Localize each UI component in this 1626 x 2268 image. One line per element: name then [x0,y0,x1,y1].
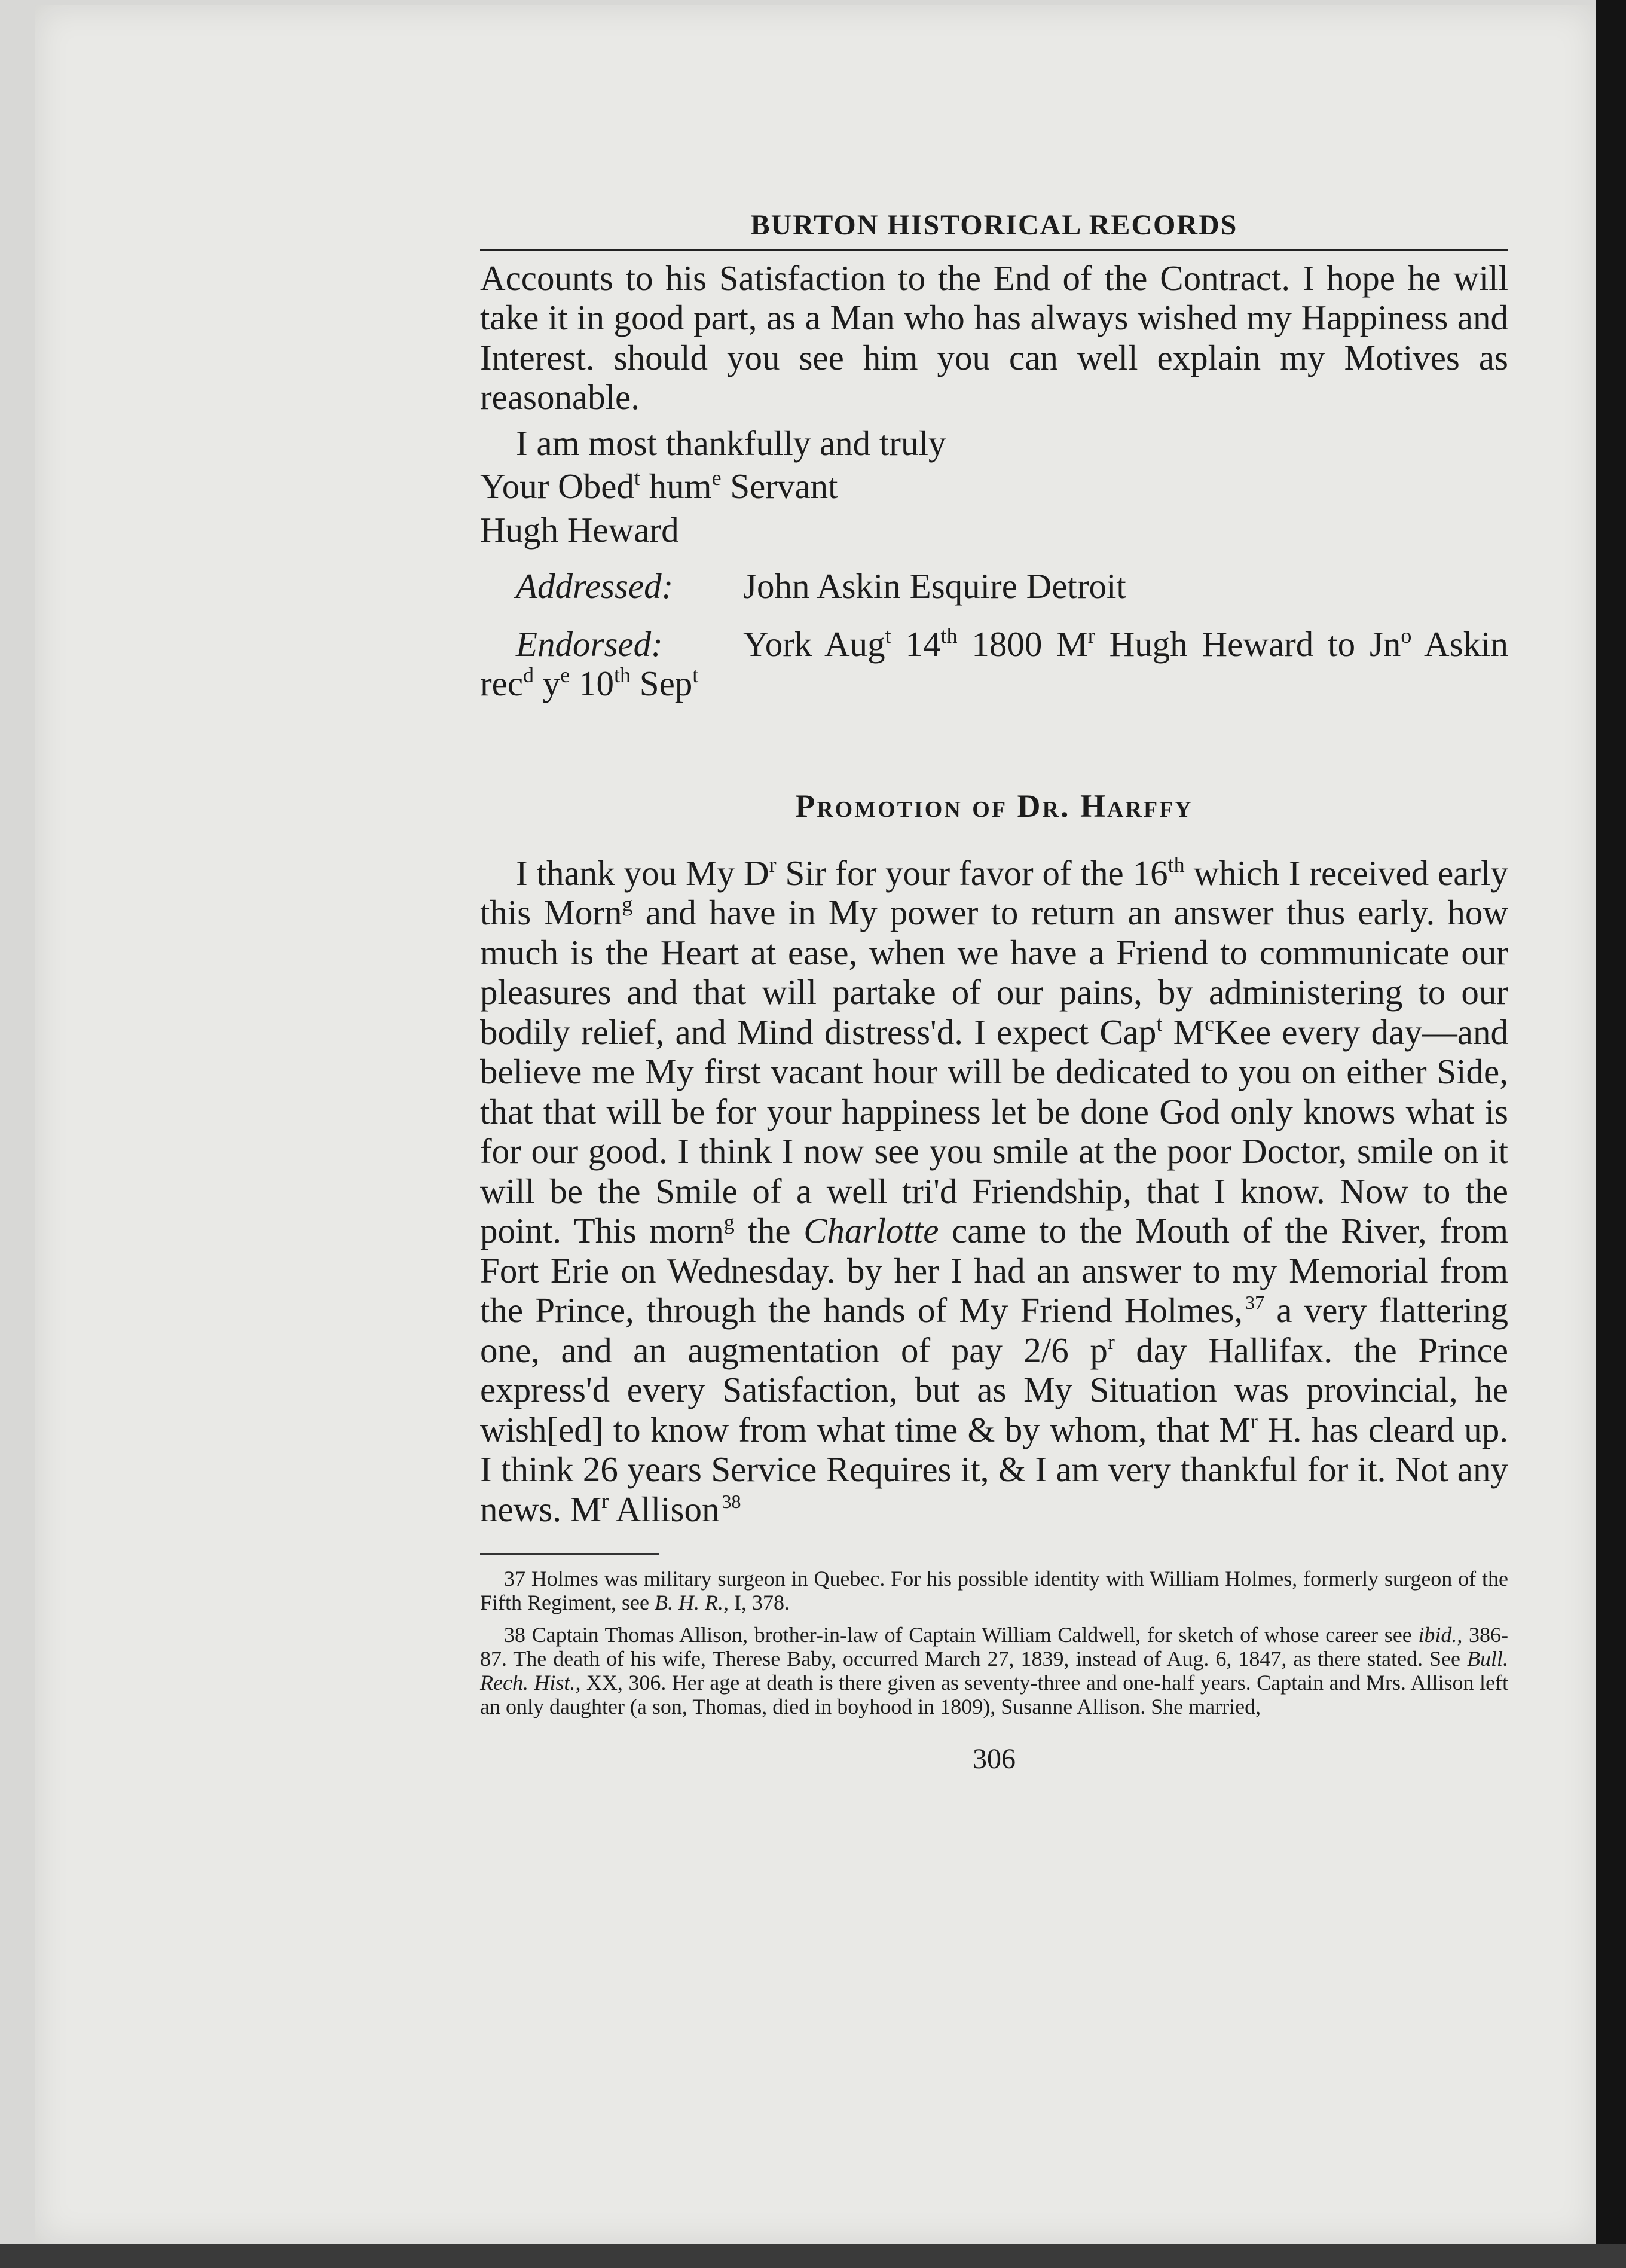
scan-border-right [1596,0,1626,2268]
scan-border-bottom [0,2244,1626,2268]
footnote-divider [480,1553,659,1555]
footnote-ref-38[interactable]: 38 [722,1490,741,1512]
page-number: 306 [973,1743,1016,1775]
letter-1-complimentary-close: Your Obed$^t$ hum$^e$ Servant [480,466,838,506]
letter-1-closing: I am most thankfully and truly [516,423,946,463]
footnote-ref-37[interactable]: 37 [1245,1292,1265,1314]
footnotes [480,1567,1508,1718]
letter-1-endorsed: Endorsed: York Aug$^t$ 14th 1800 $M^r$ Hugh Heward to Jn$^o$ Askin rec$^d$ $y^e$ 10th Sep$^t$ [480,623,1508,704]
ship-name: Charlotte [803,1211,939,1251]
endorsed-label: Endorsed: [516,624,663,664]
letter-2-paragraph: I thank you My $D^r$ Sir for your favor of the 16th which I received early this Morn$^g$ and have in My power to return an answer thus early. how much is the Heart at ease, when we have a Friend to communicate our pleasures and that will partake of our pains, by administering to our bodily relief, and Mind distress'd. I expect Cap$^t$ $M^cKee$ every day—and believe me My first vacant hour will be dedicated to you on either Side, that that will be for your happiness let be done God only knows what is for our good. I think I now see you smile at the poor Doctor, smile on it will be the Smile of a well tri'd Friendship, that I know. Now to the point. This morn$^g$ the Charlotte came to the Mouth of the River, from Fort Erie on Wednesday. by her I had an answer to my Memorial from the Prince, through the hands of My Friend Holmes, $^{37}$ a very flattering one, and an augmentation of pay 2/6 $p^r$ day Hallifax. the Prince express'd every Satisfaction, but as My Situation was provincial, he wish[ed] to know from what time & by whom, that $M^r$ H. has cleard up. I think 26 years Service Requires it, & I am very thankful for it. Not any news. $M^r$ Allison $^{38}$ [480,852,1508,1529]
letter-1-signature: Hugh Heward [480,509,679,550]
footnote-37: 37 Holmes was military surgeon in Quebec. For his possible identity with William Holmes, formerly surgeon of the Fifth Regiment, see B. H. R., I, 378. [480,1567,1508,1615]
addressed-text: John Askin Esquire Detroit [743,566,1126,606]
letter-1-addressed [480,566,1508,606]
footnote-38: 38 Captain Thomas Allison, brother-in-law of Captain William Caldwell, for sketch of whose career see ibid., 386-87. The death of his wife, Therese Baby, occurred March 27, 1839, instead of Aug. 6, 1847, as there stated. See Bull. Rech. Hist., XX, 306. Her age at death is there given as seventy-three and one-half years. Captain and Mrs. Allison left an only daughter (a son, Thomas, died in boyhood in 1809), Susanne Allison. She married, [480,1623,1508,1719]
running-head: BURTON HISTORICAL RECORDS [480,208,1508,251]
letter-2 [480,853,1508,1530]
page-content [480,208,1508,1775]
letter-1-paragraph: Accounts to his Satisfaction to the End of the Contract. I hope he will take it in good part, as a Man who has always wished my Happiness and Interest. should you see him you can well explain my Motives as reasonable. [480,258,1508,417]
letter-1 [480,258,1508,704]
book-page [35,5,1596,2244]
addressed-label: Addressed: [516,566,674,606]
section-title: Promotion of Dr. Harffy [795,787,1193,824]
